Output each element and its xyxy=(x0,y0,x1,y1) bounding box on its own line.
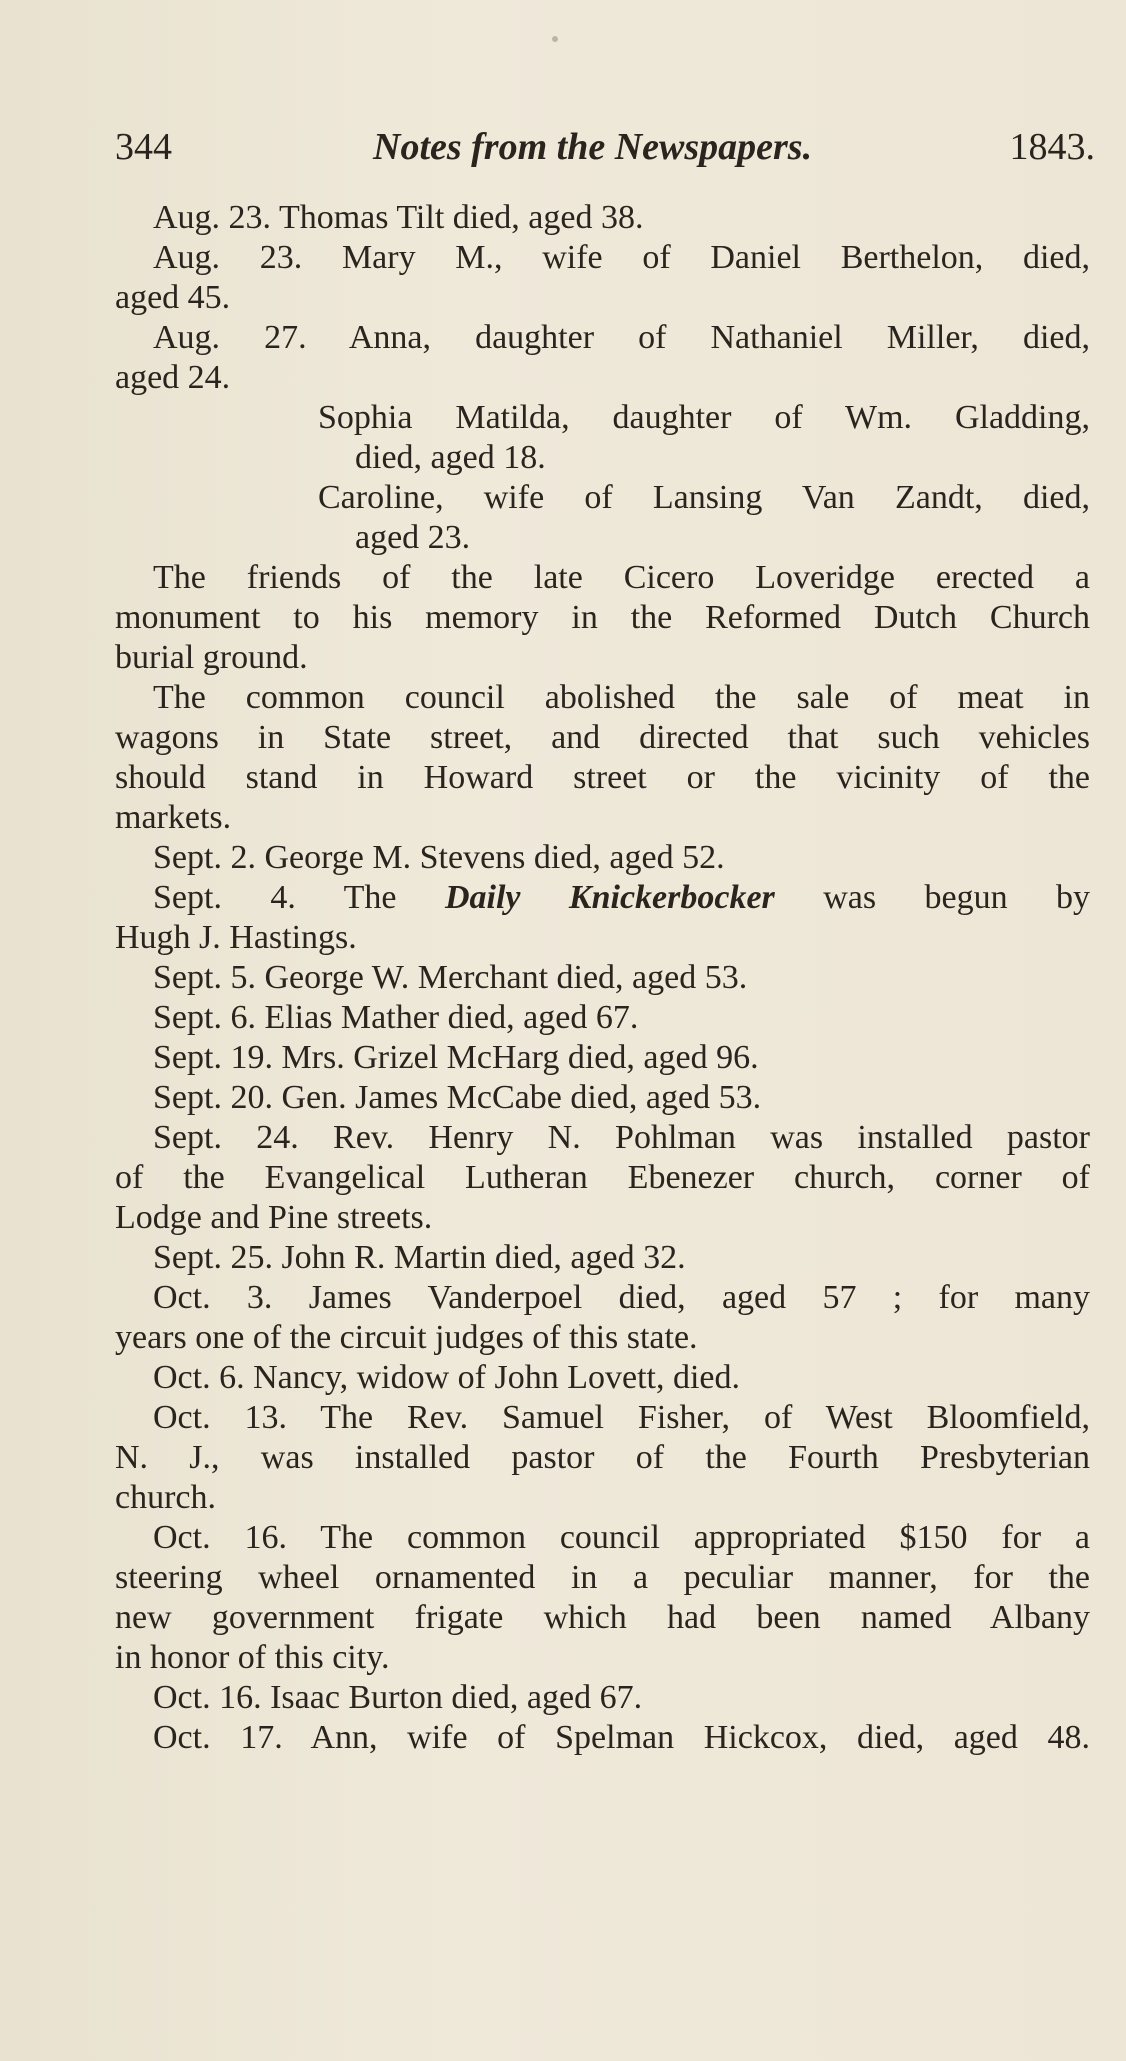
text-line: steering wheel ornamented in a peculiar manner, for the xyxy=(115,1559,1090,1596)
text-line: Lodge and Pine streets. xyxy=(115,1199,433,1236)
text-line: Caroline, wife of Lansing Van Zandt, died, xyxy=(318,479,1090,516)
text-line: burial ground. xyxy=(115,639,308,676)
ink-speck xyxy=(552,36,558,42)
text-line: Sept. 6. Elias Mather died, aged 67. xyxy=(153,999,639,1036)
text-line: monument to his memory in the Reformed Dutch Church xyxy=(115,599,1090,636)
text-line: Sept. 20. Gen. James McCabe died, aged 53. xyxy=(153,1079,762,1116)
text-line: Aug. 23. Mary M., wife of Daniel Berthelon, died, xyxy=(153,239,1090,276)
text-line: church. xyxy=(115,1479,217,1516)
text-line: new government frigate which had been named Albany xyxy=(115,1599,1090,1636)
text-line: in honor of this city. xyxy=(115,1639,390,1676)
text-line: Oct. 6. Nancy, widow of John Lovett, died. xyxy=(153,1359,741,1396)
text-line: Sophia Matilda, daughter of Wm. Gladding, xyxy=(318,399,1090,436)
text-line: Oct. 13. The Rev. Samuel Fisher, of West Bloomfield, xyxy=(153,1399,1090,1436)
text-line: Sept. 19. Mrs. Grizel McHarg died, aged 96. xyxy=(153,1039,759,1076)
newspaper-title: Daily Knickerbocker xyxy=(444,879,775,916)
text-line: aged 24. xyxy=(115,359,231,396)
text-line-with-italic xyxy=(115,878,1090,918)
text-line: Oct. 17. Ann, wife of Spelman Hickcox, died, aged 48. xyxy=(153,1719,1090,1756)
text-line: The friends of the late Cicero Loveridge erected a xyxy=(153,559,1090,596)
text-line: Sept. 2. George M. Stevens died, aged 52. xyxy=(153,839,725,876)
text-line: markets. xyxy=(115,799,232,836)
text-line: Sept. 5. George W. Merchant died, aged 53. xyxy=(153,959,748,996)
text-line: N. J., was installed pastor of the Fourth Presbyterian xyxy=(115,1439,1090,1476)
text-line: wagons in State street, and directed that such vehicles xyxy=(115,719,1090,756)
text-line: aged 23. xyxy=(355,519,471,556)
text-line: Oct. 16. The common council appropriated $150 for a xyxy=(153,1519,1090,1556)
text-line: Oct. 3. James Vanderpoel died, aged 57 ; for many xyxy=(153,1279,1090,1316)
text-line: Sept. 25. John R. Martin died, aged 32. xyxy=(153,1239,686,1276)
page-body xyxy=(115,198,1090,1758)
text-line: aged 45. xyxy=(115,279,231,316)
text-line: Oct. 16. Isaac Burton died, aged 67. xyxy=(153,1679,643,1716)
header-year: 1843. xyxy=(1009,126,1095,168)
text-line: died, aged 18. xyxy=(355,439,546,476)
text-line: Sept. 24. Rev. Henry N. Pohlman was installed pastor xyxy=(153,1119,1090,1156)
text-line: The common council abolished the sale of meat in xyxy=(153,679,1090,716)
running-title: Notes from the Newspapers. xyxy=(373,126,813,168)
page-number: 344 xyxy=(115,126,172,168)
text-line: Hugh J. Hastings. xyxy=(115,919,357,956)
text-segment: Sept. 4. The xyxy=(153,879,397,916)
text-line: Aug. 23. Thomas Tilt died, aged 38. xyxy=(153,199,644,236)
text-line: years one of the circuit judges of this state. xyxy=(115,1319,698,1356)
text-line: Aug. 27. Anna, daughter of Nathaniel Miller, died, xyxy=(153,319,1090,356)
text-line: of the Evangelical Lutheran Ebenezer church, corner of xyxy=(115,1159,1090,1196)
text-line: should stand in Howard street or the vicinity of the xyxy=(115,759,1090,796)
running-header xyxy=(115,125,1095,175)
text-segment: was begun by xyxy=(823,879,1091,916)
